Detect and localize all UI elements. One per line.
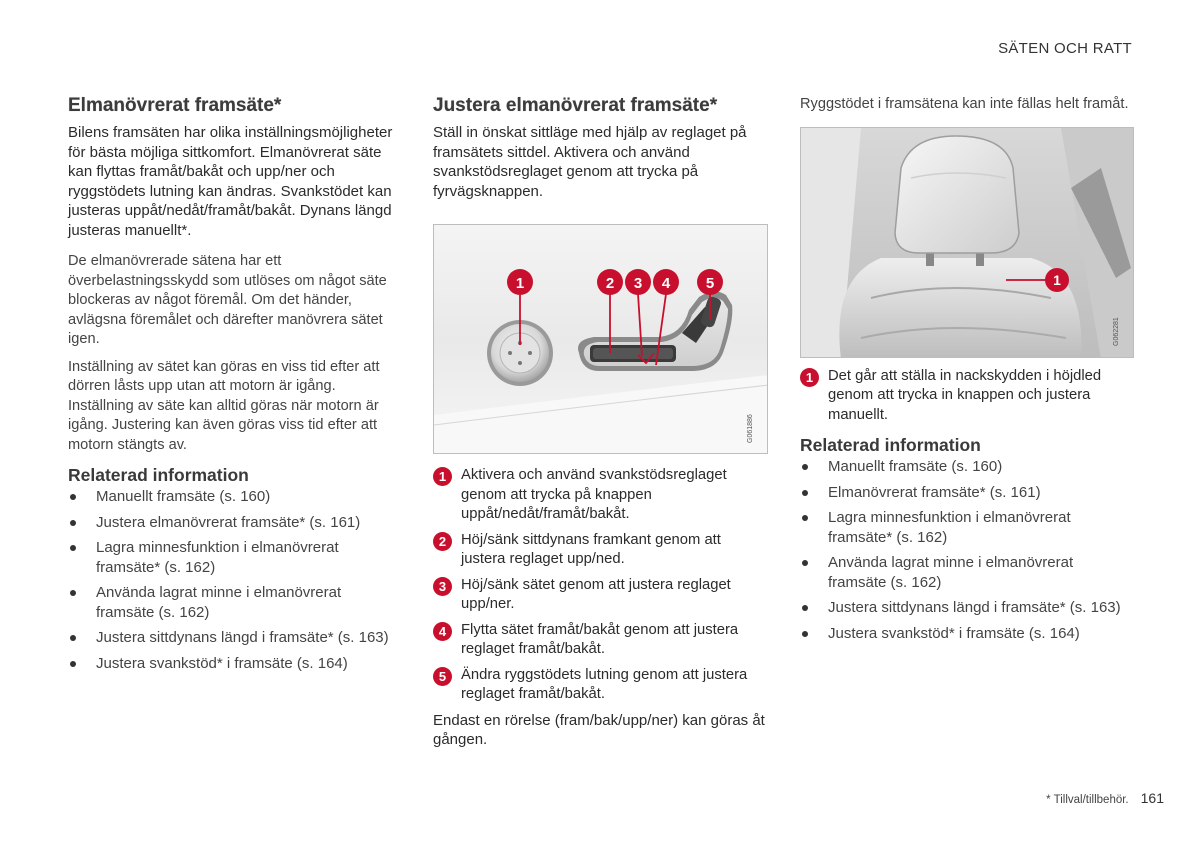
related-link[interactable]: Justera sittdynans längd i framsäte* (s. 163) <box>800 598 1134 618</box>
step-text: Det går att ställa in nackskydden i höjdled genom att trycka in knappen och justera manuellt. <box>828 367 1102 423</box>
step-item <box>433 576 768 615</box>
related-list <box>800 457 1134 643</box>
step-number-badge: 4 <box>433 622 452 641</box>
related-link[interactable]: Använda lagrat minne i elmanövrerat framsäte (s. 162) <box>800 553 1134 592</box>
svg-text:1: 1 <box>515 275 525 292</box>
footnote: * Tillval/tillbehör. <box>1046 794 1129 806</box>
step-text: Höj/sänk sittdynans framkant genom att justera reglaget upp/ned. <box>461 531 721 567</box>
headrest-callout-1 <box>1045 268 1069 292</box>
related-title: Relaterad information <box>68 465 249 485</box>
step-text: Ändra ryggstödets lutning genom att justera reglaget framåt/bakåt. <box>461 666 748 702</box>
figure-code: G061886 <box>747 414 754 443</box>
overload-paragraph: De elmanövrerade sätena har ett överbelastningsskydd som utlöses om något säte blockeras av något föremål. Om det händer, avlägsna föremålet och därefter manövrera sätet igen. <box>68 253 387 347</box>
step-item <box>433 666 768 705</box>
callout-2 <box>597 269 623 295</box>
column-middle <box>433 95 768 750</box>
section-header: SÄTEN OCH RATT <box>998 40 1132 57</box>
related-link[interactable]: Justera svankstöd* i framsäte (s. 164) <box>800 624 1134 644</box>
related-link[interactable]: Lagra minnesfunktion i elmanövrerat framsäte* (s. 162) <box>68 538 400 577</box>
step-number-badge: 5 <box>433 667 452 686</box>
figure-code: G062281 <box>1113 316 1120 346</box>
related-link[interactable]: Elmanövrerat framsäte* (s. 161) <box>800 483 1134 503</box>
step-text: Aktivera och använd svankstödsreglaget genom att trycka på knappen uppåt/nedåt/framåt/bakåt. <box>461 467 727 522</box>
seat-controls-figure <box>433 224 768 454</box>
page-number: 161 <box>1140 790 1164 806</box>
one-motion-note: Endast en rörelse (fram/bak/upp/ner) kan göras åt gången. <box>433 711 765 748</box>
adjust-intro: Ställ in önskat sittläge med hjälp av reglaget på framsätets sittdel. Aktivera och använd svankstödsreglaget genom att trycka på fyrvägsknappen. <box>433 124 747 200</box>
page-footer <box>1046 790 1164 806</box>
title-adjust-seat: Justera elmanövrerat framsäte* <box>433 95 718 116</box>
related-link[interactable]: Manuellt framsäte (s. 160) <box>68 487 400 507</box>
steps-list <box>433 466 768 705</box>
intro-paragraph: Bilens framsäten har olika inställningsmöjligheter för bästa möjliga sittkomfort. Elmanövrerat säte kan flyttas framåt/bakåt och upp/ner och ryggstödets lutning kan ändras. Svankstödet kan justeras uppåt/nedåt/framåt/bakåt. Dynans längd justeras manuellt*. <box>68 124 393 239</box>
svg-text:5: 5 <box>705 275 715 292</box>
related-link[interactable]: Justera sittdynans längd i framsäte* (s. 163) <box>68 628 400 648</box>
column-right <box>800 95 1134 649</box>
related-link[interactable]: Manuellt framsäte (s. 160) <box>800 457 1134 477</box>
step-number-badge: 1 <box>433 467 452 486</box>
step-item <box>433 621 768 660</box>
step-item <box>800 367 1134 426</box>
svg-text:4: 4 <box>661 275 671 292</box>
step-item <box>433 531 768 570</box>
callout-3 <box>625 269 651 295</box>
step-text: Flytta sätet framåt/bakåt genom att justera reglaget framåt/bakåt. <box>461 621 739 657</box>
callout-1 <box>507 269 533 295</box>
title-electric-seat: Elmanövrerat framsäte* <box>68 95 282 116</box>
related-link[interactable]: Justera svankstöd* i framsäte (s. 164) <box>68 654 400 674</box>
callout-4 <box>653 269 679 295</box>
step-text: Höj/sänk sätet genom att justera reglaget upp/ner. <box>461 576 731 612</box>
callout-5 <box>697 269 723 295</box>
headrest-figure <box>800 127 1134 358</box>
headrest-steps <box>800 367 1134 426</box>
column-left <box>68 95 400 679</box>
timing-paragraph: Inställning av sätet kan göras en viss tid efter att dörren låsts upp utan att motorn är igång. Inställning av säte kan alltid göras när motorn är igång. Justering kan även göras viss tid efter att motorn stängts av. <box>68 358 380 453</box>
step-item <box>433 466 768 525</box>
step-number-badge: 2 <box>433 532 452 551</box>
related-link[interactable]: Justera elmanövrerat framsäte* (s. 161) <box>68 513 400 533</box>
step-number-badge: 1 <box>800 368 819 387</box>
svg-text:2: 2 <box>605 275 615 292</box>
headrest-illustration <box>801 128 1134 358</box>
svg-text:1: 1 <box>1053 271 1061 288</box>
step-number-badge: 3 <box>433 577 452 596</box>
related-link[interactable]: Lagra minnesfunktion i elmanövrerat framsäte* (s. 162) <box>800 508 1134 547</box>
backrest-note: Ryggstödet i framsätena kan inte fällas helt framåt. <box>800 96 1129 112</box>
related-link[interactable]: Använda lagrat minne i elmanövrerat framsäte (s. 162) <box>68 583 400 622</box>
related-title: Relaterad information <box>800 435 981 455</box>
related-list <box>68 487 400 673</box>
svg-text:3: 3 <box>633 275 643 292</box>
seat-controls-illustration <box>434 225 768 454</box>
